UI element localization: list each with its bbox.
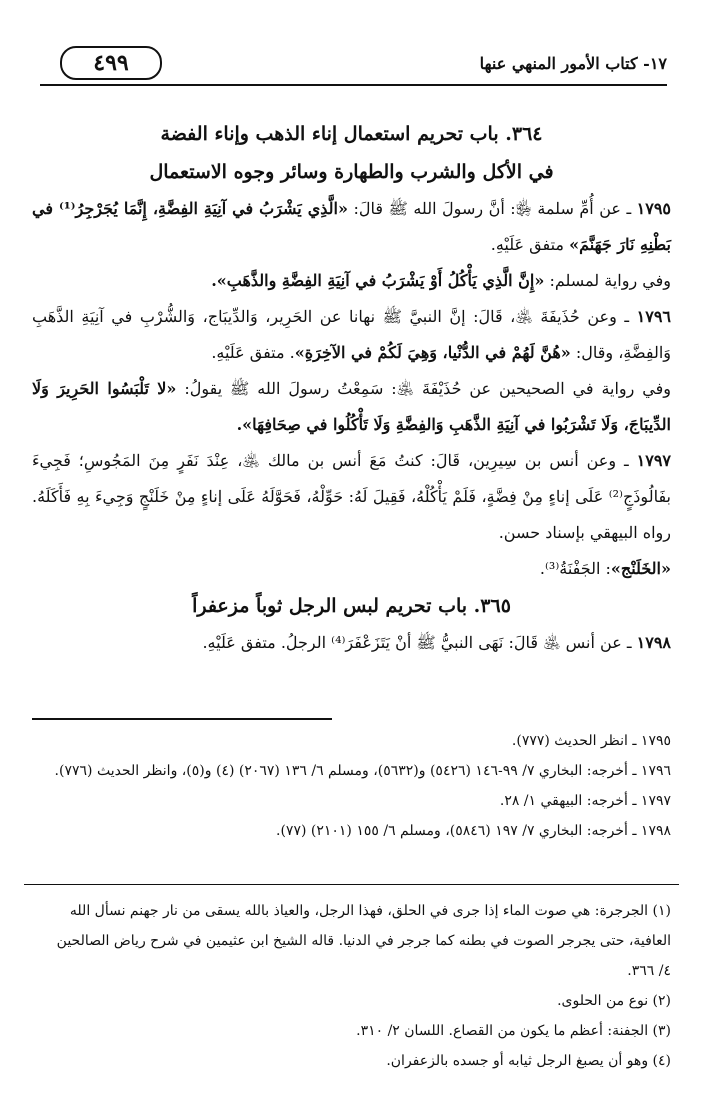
hadith-1795-variant — [32, 263, 671, 299]
hadith-1796 — [32, 299, 671, 371]
variant-quote: «لا تَلْبَسُوا الحَرِيرَ وَلَا الدِّيبَاجَ، وَلَا تَشْرَبُوا في آنِيَةِ الذَّهَبِ وَالفِضَّةِ وَلَا تَأْكُلُوا في صِحَافِهَا». — [32, 379, 671, 434]
variant-quote: «إِنَّ الَّذِي يَأْكُلُ أَوْ يَشْرَبُ في آنِيَةِ الفِضَّةِ والذَّهَبِ». — [211, 271, 545, 290]
hadith-1797 — [32, 443, 671, 551]
chapter-365-title: ٣٦٥. باب تحريم لبس الرجل ثوباً مزعفراً — [192, 595, 511, 617]
page-number: ٤٩٩ — [60, 46, 162, 80]
main-text — [32, 115, 671, 661]
hadith-1796-variant — [32, 371, 671, 443]
hadith-number: ١٧٩٦ — [636, 307, 671, 326]
hadith-outro: متفق عَلَيْهِ. — [490, 235, 570, 254]
hadith-intro: ـ عن أُمِّ سلمة ﵂: أنَّ رسولَ الله ﷺ قالَ: — [347, 199, 637, 218]
references-list — [32, 726, 671, 846]
hadith-number: ١٧٩٨ — [636, 633, 671, 652]
chapter-364-title-line-1: ٣٦٤. باب تحريم استعمال إناء الذهب وإناء الفضة — [160, 123, 543, 145]
hadith-1795 — [32, 191, 671, 263]
running-title: ١٧- كتاب الأمور المنهي عنها — [479, 54, 667, 73]
hadith-number: ١٧٩٧ — [636, 451, 671, 470]
hadith-1797-gloss — [32, 551, 671, 587]
footnotes-divider — [24, 884, 679, 885]
footnote-2: (٢) نوع من الحلوى. — [557, 993, 671, 1009]
chapter-364-title-line-2: في الأكل والشرب والطهارة وسائر وجوه الاستعمال — [149, 161, 554, 183]
reference-1796: ١٧٩٦ ـ أخرجه: البخاري ٧/ ٩٩-١٤٦ (٥٤٢٦) و(٥٦٣٢)، ومسلم ٦/ ١٣٦ (٢٠٦٧) (٤) و(٥)، وانظر الحديث (٧٧٦). — [54, 763, 671, 779]
variant-intro: وفي رواية في الصحيحين عن حُذَيْفَةَ ﵁: سَمِعْتُ رسولَ الله ﷺ يقولُ: — [176, 379, 671, 398]
hadith-outro: . متفق عَلَيْهِ. — [211, 343, 295, 362]
hadith-text: ـ وعن أنس بن سِيرِين، قَالَ: كنتُ مَعَ أنس بن مالك ﵁، عِنْدَ نَفَرٍ مِنَ المَجُوسِ؛ فَجِيءَ بفَالُوذَجٍ⁽²⁾ عَلَى إناءٍ مِنْ فِضَّةٍ، فَلَمْ يَأْكُلْهُ، فَقِيلَ لَهُ: حَوِّلْهُ، فَحَوَّلَهُ عَلَى إناءٍ مِنْ خَلَنْجٍ وَجِيءَ بِهِ فَأَكَلَهُ. رواه البيهقي بإسناد حسن. — [32, 451, 671, 542]
reference-1798: ١٧٩٨ ـ أخرجه: البخاري ٧/ ١٩٧ (٥٨٤٦)، ومسلم ٦/ ١٥٥ (٢١٠١) (٧٧). — [276, 823, 671, 839]
footnotes-list — [52, 896, 671, 1076]
reference-1795: ١٧٩٥ ـ انظر الحديث (٧٧٧). — [511, 733, 671, 749]
references-divider — [32, 718, 332, 720]
reference-1797: ١٧٩٧ ـ أخرجه: البيهقي ١/ ٢٨. — [499, 793, 671, 809]
hadith-1798 — [32, 625, 671, 661]
hadith-quote: «هُنَّ لَهُمْ في الدُّنْيا، وَهِيَ لَكُمْ في الآخِرَةِ» — [294, 343, 571, 362]
hadith-text: ـ عن أنس ﵁ قَالَ: نَهَى النبيُّ ﷺ أنْ يَتَزَعْفَرَ⁽⁴⁾ الرجلُ. متفق عَلَيْهِ. — [202, 633, 637, 652]
hadith-number: ١٧٩٥ — [636, 199, 672, 218]
page-header — [40, 44, 667, 88]
header-rule — [40, 84, 667, 86]
footnote-1: (١) الجرجرة: هي صوت الماء إذا جرى في الحلق، فهذا الرجل، والعياذ بالله يسقى من نار جهنم نسأل الله العافية، حتى يجرجر الصوت في بطنه كما جرجر في الدنيا. قاله الشيخ ابن عثيمين في شرح رياض الصالحين ٤/ ٣٦٦. — [56, 903, 671, 979]
hadith-quote: «الَّذِي يَشْرَبُ في آنِيَةِ الفِضَّةِ، إِنَّمَا يُجَرْجِرُ⁽¹⁾ في بَطْنِهِ نَارَ جَهَنَّمَ» — [32, 199, 671, 254]
footnote-3: (٣) الجفنة: أعظم ما يكون من القصاع. اللسان ٢/ ٣١٠. — [356, 1023, 671, 1039]
gloss-term: «الخَلَنْج» — [610, 559, 671, 578]
variant-intro: وفي رواية لمسلم: — [544, 271, 671, 290]
hadith-intro: ـ وعن حُذَيفَةَ ﵁، قَالَ: إنَّ النبيَّ ﷺ نهانا عن الحَرِير، وَالدِّيبَاج، وَالشُّرْبِ في آنِيَةِ الذَّهَبِ وَالفِضَّةِ، وقال: — [32, 307, 671, 362]
gloss-text: : الجَفْنَةُ⁽³⁾. — [539, 559, 611, 578]
footnote-4: (٤) وهو أن يصبغ الرجل ثيابه أو جسده بالزعفران. — [386, 1053, 671, 1069]
